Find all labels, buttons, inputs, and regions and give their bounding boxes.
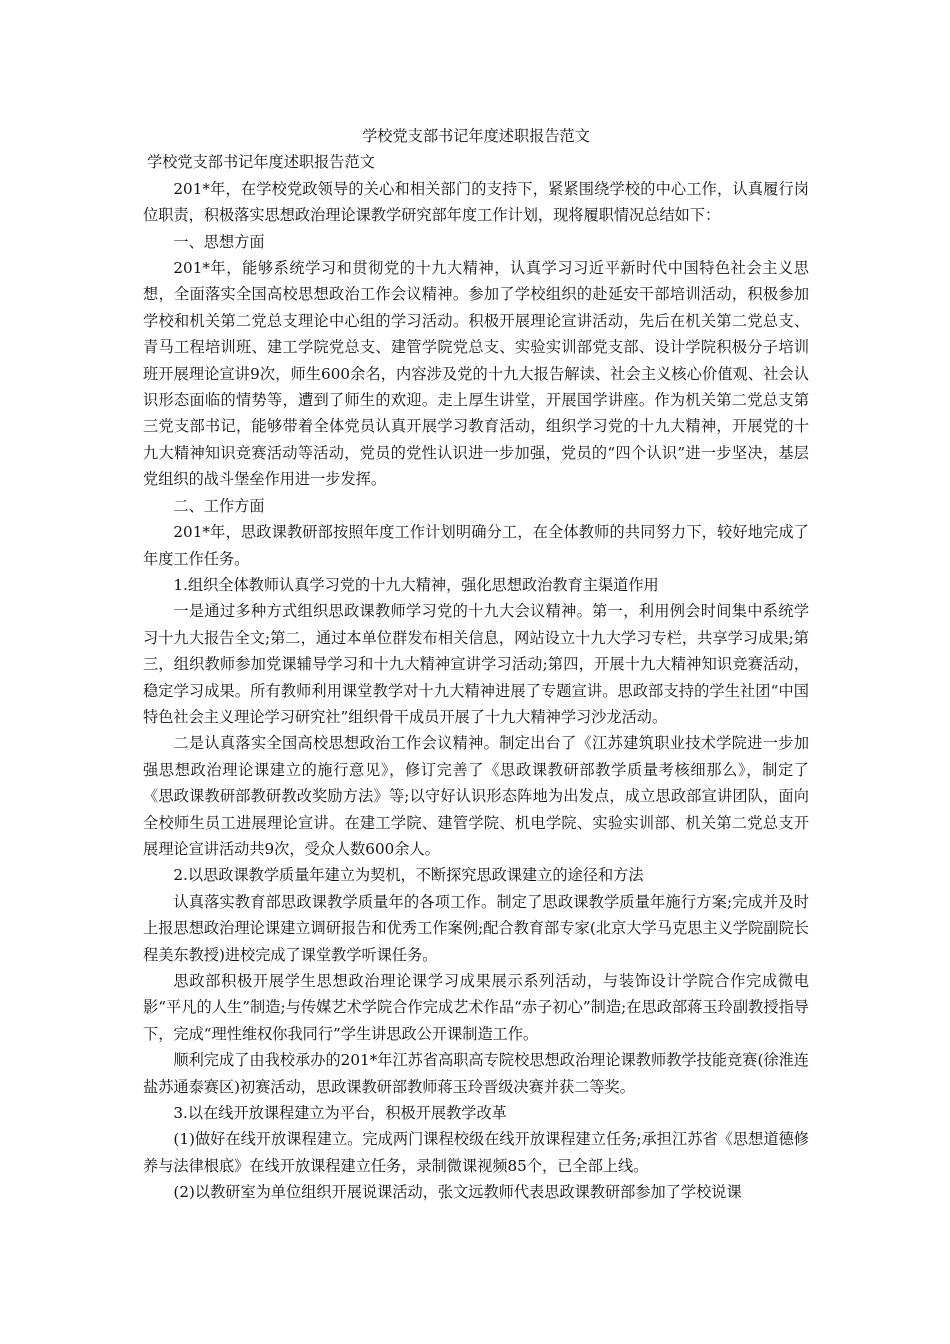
subheading-1: 1.组织全体教师认真学习党的十九大精神，强化思想政治教育主渠道作用 bbox=[173, 575, 659, 594]
paragraph-1a: 一是通过多种方式组织思政课教师学习党的十九大会议精神。第一，利用例会时间集中系统学习十九大报告全文;第二，通过本单位群发布相关信息，网站设立十九大学习专栏，共享学习成果;第三，组织教师参加党课辅导学习和十九大精神宣讲学习活动;第四，开展十九大精神知识竞赛活动，稳定学习成果。所有教师利用课堂教学对十九大精神进展了专题宣讲。思政部支持的学生社团“中国特色社会主义理论学习研究社”组织骨干成员开展了十九大精神学习沙龙活动。 bbox=[143, 602, 809, 726]
paragraph-1b: 二是认真落实全国高校思想政治工作会议精神。制定出台了《江苏建筑职业技术学院进一步加强思想政治理论课建立的施行意见》，修订完善了《思政课教研部教学质量考核细那么》，制定了《思政课教研部教研教改奖励方法》等;以守好认识形态阵地为出发点，成立思政部宣讲团队，面向全校师生员工进展理论宣讲。在建工学院、建管学院、机电学院、实验实训部、机关第二党总支开展理论宣讲活动共9次，受众人数600余人。 bbox=[143, 734, 809, 858]
paragraph-2c: 顺利完成了由我校承办的201*年江苏省高职高专院校思想政治理论课教师教学技能竞赛(徐淮连盐苏通泰赛区)初赛活动，思政课教研部教师蒋玉玲晋级决赛并获二等奖。 bbox=[143, 1051, 809, 1096]
document-body bbox=[143, 123, 809, 1206]
subheading-3: 3.以在线开放课程建立为平台，积极开展教学改革 bbox=[173, 1104, 507, 1123]
paragraph-2a: 认真落实教育部思政课教学质量年的各项工作。制定了思政课教学质量年施行方案;完成并及时上报思想政治理论课建立调研报告和优秀工作案例;配合教育部专家(北京大学马克思主义学院副院长程美东教授)进校完成了课堂教学听课任务。 bbox=[143, 892, 809, 964]
paragraph-2b: 思政部积极开展学生思想政治理论课学习成果展示系列活动，与装饰设计学院合作完成微电影“平凡的人生”制造;与传媒艺术学院合作完成艺术作品“赤子初心”制造;在思政部蒋玉玲副教授指导下，完成“理性维权你我同行”学生讲思政公开课制造工作。 bbox=[143, 972, 809, 1043]
heading-work: 二、工作方面 bbox=[173, 496, 265, 515]
subheading-2: 2.以思政课教学质量年建立为契机，不断探究思政课建立的途径和方法 bbox=[173, 866, 644, 885]
paragraph-intro: 201*年，在学校党政领导的关心和相关部门的支持下，紧紧围绕学校的中心工作，认真履行岗位职责，积极落实思想政治理论课教学研究部年度工作计划，现将履职情况总结如下： bbox=[143, 179, 809, 225]
paragraph-3a: (1)做好在线开放课程建立。完成两门课程校级在线开放课程建立任务;承担江苏省《思想道德修养与法律根底》在线开放课程建立任务，录制微课视频85个，已全部上线。 bbox=[143, 1130, 809, 1175]
document-subtitle: 学校党支部书记年度述职报告范文 bbox=[147, 153, 375, 172]
paragraph-ideology: 201*年，能够系统学习和贯彻党的十九大精神，认真学习习近平新时代中国特色社会主义思想，全面落实全国高校思想政治工作会议精神。参加了学校组织的赴延安干部培训活动，积极参加学校和机关第二党总支理论中心组的学习活动。积极开展理论宣讲活动，先后在机关第二党总支、青马工程培训班、建工学院党总支、建管学院党总支、实验实训部党支部、设计学院积极分子培训班开展理论宣讲9次，师生600余名，内容涉及党的十九大报告解读、社会主义核心价值观、社会认识形态面临的情势等，遭到了师生的欢迎。走上厚生讲堂，开展国学讲座。作为机关第二党总支第三党支部书记，能够带着全体党员认真开展学习教育活动，组织学习党的十九大精神，开展党的十九大精神知识竞赛活动等活动，党员的党性认识进一步加强，党员的“四个认识”进一步坚决，基层党组织的战斗堡垒作用进一步发挥。 bbox=[143, 259, 809, 489]
heading-ideology: 一、思想方面 bbox=[173, 232, 265, 251]
document-title: 学校党支部书记年度述职报告范文 bbox=[362, 127, 590, 145]
paragraph-work-summary: 201*年，思政课教研部按照年度工作计划明确分工，在全体教师的共同努力下，较好地完成了年度工作任务。 bbox=[143, 523, 809, 568]
paragraph-3b: (2)以教研室为单位组织开展说课活动，张文远教师代表思政课教研部参加了学校说课 bbox=[173, 1183, 742, 1202]
